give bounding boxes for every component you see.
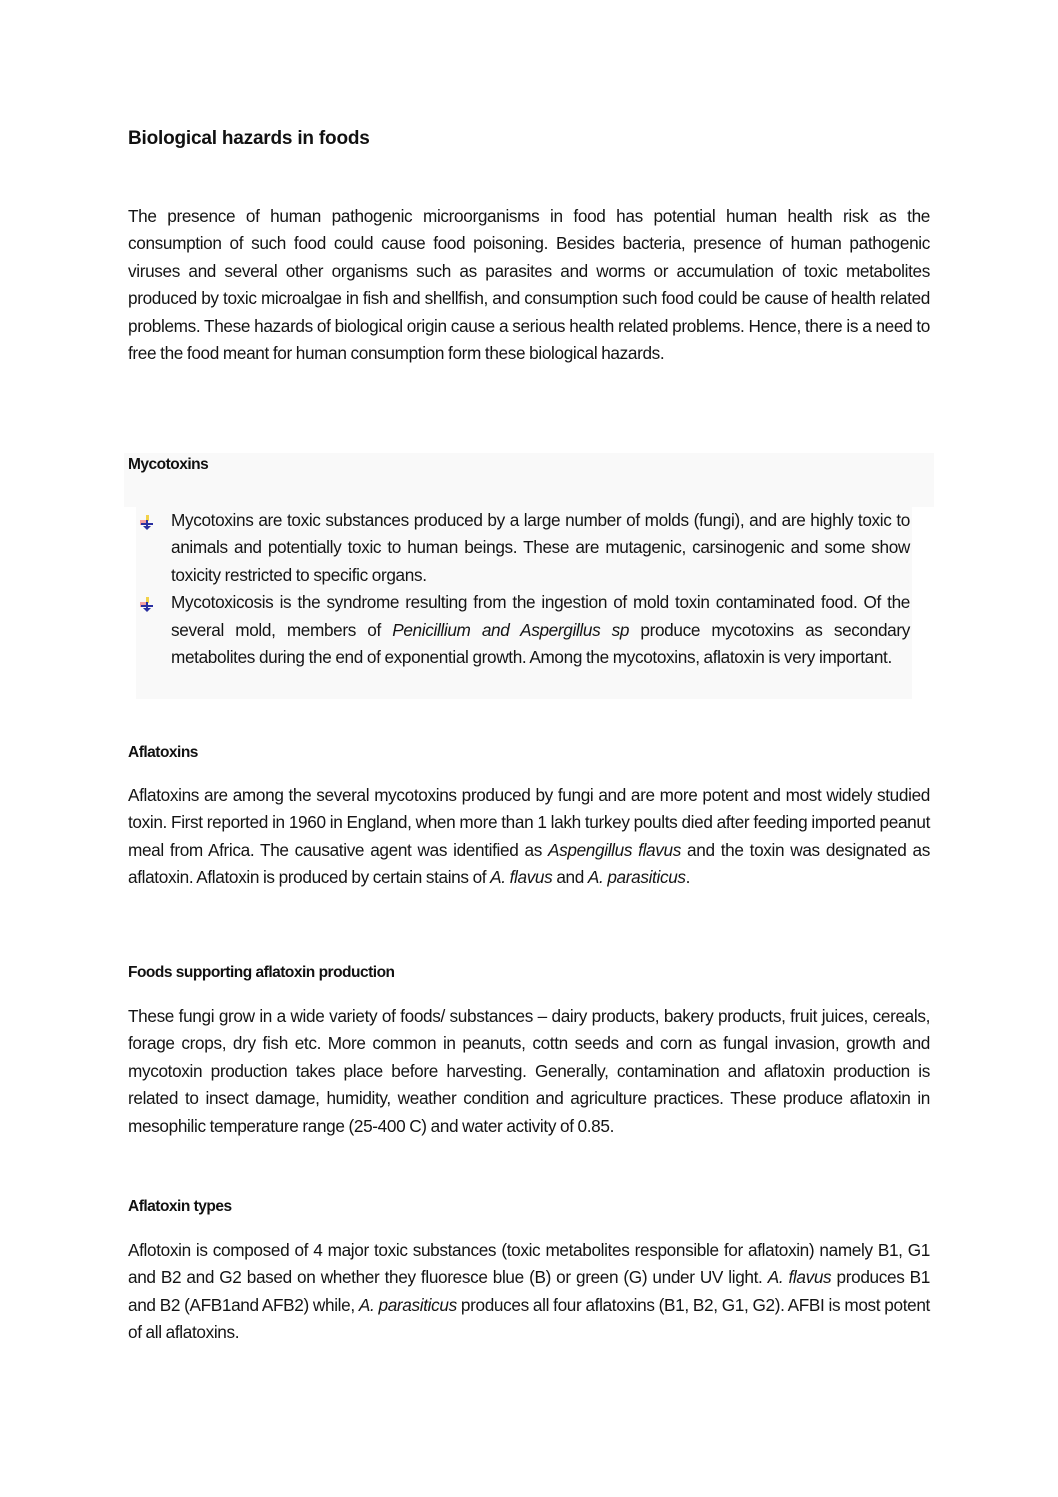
- text-part: Aflotoxin is composed of 4 major toxic substances (toxic metabolites responsible for aflatoxin) namely B1, G1 and B2 and G2 based on whether they fluoresce blue (B) or green (G) under UV light.: [128, 1240, 930, 1288]
- aflatoxin-types-paragraph: [128, 1237, 930, 1347]
- italic-species: A. parasiticus: [358, 1294, 457, 1315]
- heading-foods-supporting: Foods supporting aflatoxin production: [128, 964, 395, 981]
- intro-paragraph: The presence of human pathogenic microorganisms in food has potential human health risk as the consumption of such food could cause food poisoning. Besides bacteria, presence of human pathogenic viruses and several other organisms such as parasites and worms or accumulation of toxic metabolites produced by toxic microalgae in fish and shellfish, and consumption such food could be cause of health related problems. These hazards of biological origin cause a serious health related problems. Hence, there is a need to free the food meant for human consumption form these biological hazards.: [128, 206, 930, 364]
- text-part: Aflatoxins are among the several mycotoxins produced by fungi and are more potent and most widely studied toxin. First reported in 1960 in England, when more than 1 lakh turkey poults died after feeding imported peanut meal from Africa. The causative agent was identified as: [128, 785, 930, 860]
- list-item: [140, 507, 910, 589]
- heading-aflatoxin-types: Aflatoxin types: [128, 1198, 232, 1215]
- document-title: Biological hazards in foods: [128, 128, 370, 149]
- italic-species: A. flavus: [490, 867, 553, 888]
- italic-species: Aspengillus flavus: [548, 839, 681, 860]
- bullet-text-part: Mycotoxicosis is the syndrome resulting from the ingestion of mold toxin contaminated food. Of the several mold, members of: [171, 592, 910, 640]
- aflatoxins-paragraph: [128, 782, 930, 892]
- mycotoxins-heading-shade: [124, 453, 934, 507]
- text-part: and the toxin was designated as aflatoxin. Aflatoxin is produced by certain stains of: [128, 839, 930, 888]
- down-arrow-bullet-icon: [140, 512, 154, 528]
- italic-species: A. flavus: [767, 1267, 832, 1288]
- heading-mycotoxins: Mycotoxins: [128, 456, 209, 473]
- down-arrow-bullet-icon: [140, 594, 154, 610]
- foods-supporting-paragraph: These fungi grow in a wide variety of foods/ substances – dairy products, bakery products, fruit juices, cereals, forage crops, dry fish etc. More common in peanuts, cottn seeds and corn as fungal invasion, growth and mycotoxin production takes place before harvesting. Generally, contamination and aflatoxin production is related to insect damage, humidity, weather condition and agriculture practices. These produce aflatoxin in mesophilic temperature range (25-400 C) and water activity of 0.85.: [128, 1006, 930, 1136]
- text-part: .: [685, 867, 691, 888]
- bullet-text: Mycotoxins are toxic substances produced by a large number of molds (fungi), and are highly toxic to animals and potentially toxic to human beings. These are mutagenic, carsinogenic and some show toxicity restricted to specific organs.: [171, 510, 910, 585]
- list-item: [140, 589, 910, 671]
- heading-aflatoxins: Aflatoxins: [128, 744, 198, 761]
- text-part: produces B1 and B2 (AFB1and AFB2) while,: [128, 1267, 930, 1315]
- mycotoxins-bullet-list: [140, 507, 910, 671]
- text-part: produces all four aflatoxins (B1, B2, G1, G2). AFBI is most potent of all aflatoxins.: [128, 1294, 930, 1343]
- bullet-italic-genus: Penicillium and Aspergillus sp: [392, 619, 630, 640]
- text-part: and: [552, 867, 588, 888]
- italic-species: A. parasiticus: [587, 867, 686, 888]
- bullet-text-part: produce mycotoxins as secondary metabolites during the end of exponential growth. Among the mycotoxins, aflatoxin is very important.: [171, 619, 910, 668]
